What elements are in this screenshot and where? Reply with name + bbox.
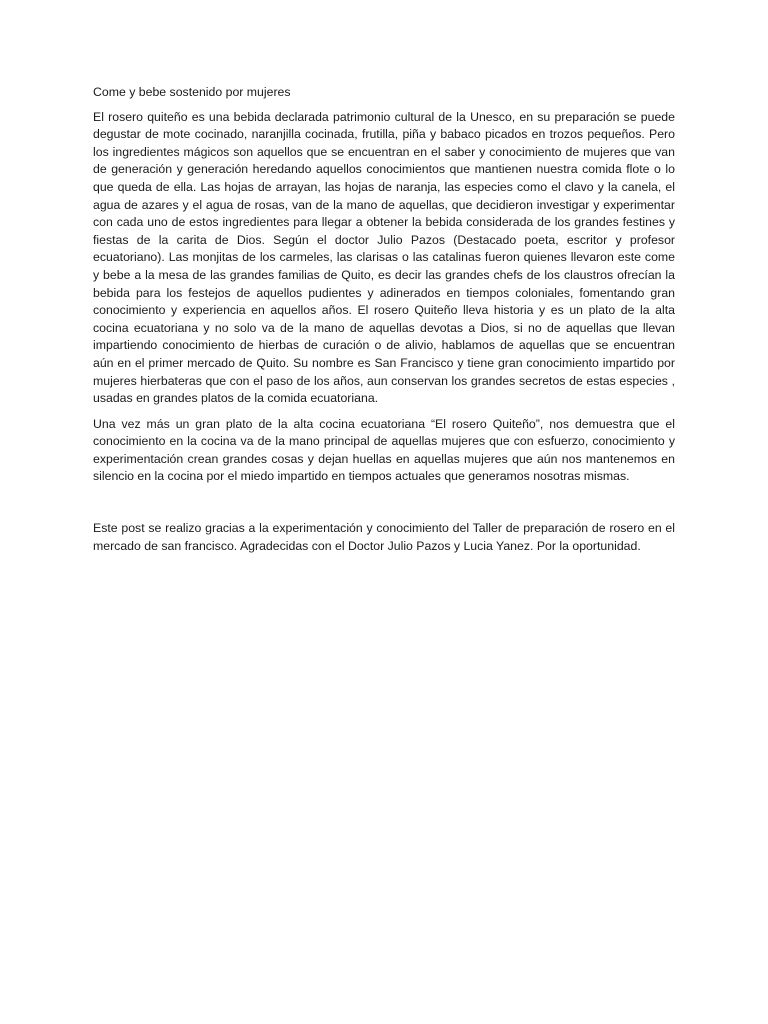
paragraph-2: Una vez más un gran plato de la alta cocina ecuatoriana “El rosero Quiteño”, nos demuestra que el conocimiento en la cocina va de la mano principal de aquellas mujeres que con esfuerzo, conocimiento y experimentación crean grandes cosas y dejan huellas en aquellas mujeres que aún nos mantenemos en silencio en la cocina por el miedo impartido en tiempos actuales que generamos nosotras mismas. — [93, 416, 675, 484]
document-title: Come y bebe sostenido por mujeres — [93, 85, 291, 99]
paragraph-1: El rosero quiteño es una bebida declarada patrimonio cultural de la Unesco, en su preparación se puede degustar de mote cocinado, naranjilla cocinada, frutilla, piña y babaco picados en trozos pequeños. Pero los ingredientes mágicos son aquellos que se encuentran en el saber y conocimiento de mujeres que van de generación y generación heredando aquellos conocimientos que mantienen nuestra comida flote o lo que queda de ella. Las hojas de arrayan, las hojas de naranja, las especies como el clavo y la canela, el agua de azares y el agua de rosas, van de la mano de aquellas, que decidieron investigar y experimentar con cada uno de estos ingredientes para llegar a obtener la bebida considerada de los grandes festines y fiestas de la carita de Dios. Según el doctor Julio Pazos (Destacado poeta, escritor y profesor ecuatoriano). Las monjitas de los carmeles, las clarisas o las catalinas fueron quienes llevaron este come y bebe a la mesa de las grandes familias de Quito, es decir las grandes chefs de los claustros ofrecían la bebida para los festejos de aquellos pudientes y adinerados en tiempos coloniales, fomentando gran conocimiento y experiencia en aquellos años. El rosero Quiteño lleva historia y es un plato de la alta cocina ecuatoriana y no solo va de la mano de aquellas devotas a Dios, si no de aquellas que llevan impartiendo conocimiento de hierbas de curación o de alivio, hablamos de aquellas que se encuentran aún en el primer mercado de Quito. Su nombre es San Francisco y tiene gran conocimiento impartido por mujeres hierbateras que con el paso de los años, aun conservan los grandes secretos de estas especies , usadas en grandes platos de la comida ecuatoriana. — [93, 109, 675, 406]
acknowledgement-paragraph: Este post se realizo gracias a la experimentación y conocimiento del Taller de preparación de rosero en el mercado de san francisco. Agradecidas con el Doctor Julio Pazos y Lucia Yanez. Por la oportunidad. — [93, 521, 675, 553]
paragraph-spacer — [93, 494, 675, 520]
document-page — [93, 84, 675, 563]
